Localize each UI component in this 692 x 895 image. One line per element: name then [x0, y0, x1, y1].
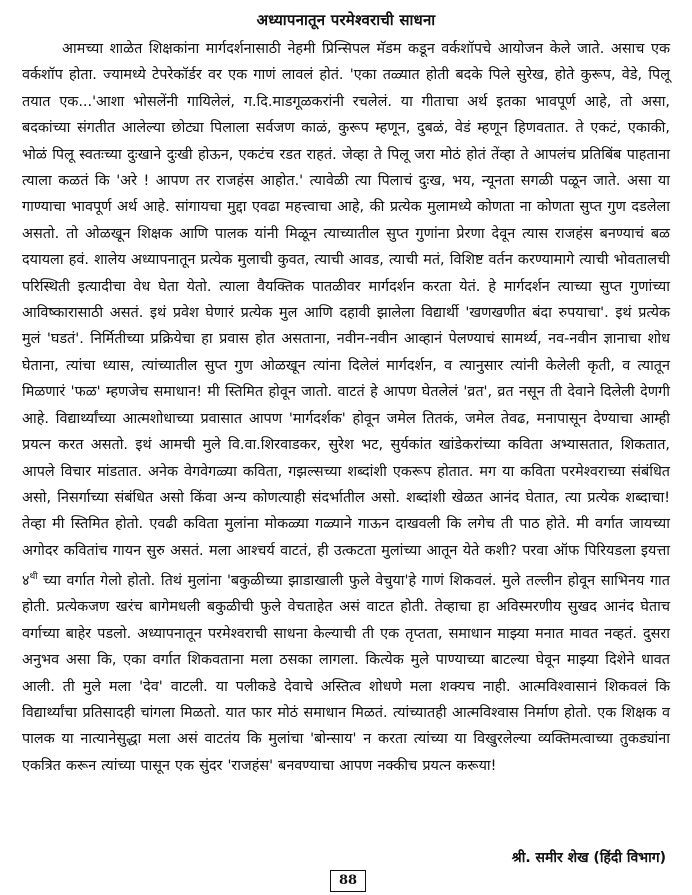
- author-signature: श्री. समीर शेख (हिंदी विभाग): [511, 850, 666, 866]
- grade-ordinal-suffix: थी: [29, 572, 38, 583]
- page-title: अध्यापनातून परमेश्वराची साधना: [256, 11, 436, 29]
- article-body: [22, 36, 670, 779]
- page-number: 88: [330, 870, 366, 892]
- article-text-part-2: च्या वर्गात गेलो होतो. तिथं मुलांना 'बकुळीच्या झाडाखाली फुले वेचुया'हे गाणं शिकवलं. मुले तल्लीन होवून साभिनय गात होती. प्रत्येकजण खरंच बागेमधली बकुळीची फुले वेचताहेत असं वाटत होती. तेव्हाचा हा अविस्मरणीय सुखद आनंद घेताच वर्गाच्या बाहेर पडलो. अध्यापनातून परमेश्वराची साधना केल्याची ती एक तृप्तता, समाधान माझ्या मनात मावत नव्हतं. दुसरा अनुभव असा कि, एका वर्गात शिकवताना मला ठसका लागला. कित्येक मुले पाण्याच्या बाटल्या घेवून माझ्या दिशेने धावत आली. ती मुले मला 'देव' वाटली. या पलीकडे देवाचे अस्तित्व शोधणे मला शक्यच नाही. आत्मविश्वासानं शिकवलं कि विद्यार्थ्यांचा प्रतिसादही चांगला मिळतो. यात फार मोठं समाधान मिळतं. त्यांच्यातही आत्मविश्वास निर्माण होतो. एक शिक्षक व पालक या नात्यानेसुद्धा मला असं वाटतंय कि मुलांचा 'बोन्साय' न करता त्यांच्या या विखुरलेल्या व्यक्तिमत्वाच्या तुकड्यांना एकत्रित करून त्यांच्या पासून एक सुंदर 'राजहंस' बनवण्याचा आपण नक्कीच प्रयत्न करूया!: [22, 572, 670, 774]
- article-text-part-1: आमच्या शाळेत शिक्षकांना मार्गदर्शनासाठी नेहमी प्रिन्सिपल मॅडम कडून वर्कशॉपचे आयोजन केले जाते. असाच एक वर्कशॉप होता. ज्यामध्ये टेपरेकॉर्डर वर एक गाणं लावलं होतं. 'एका तळ्यात होती बदके पिले सुरेख, होते कुरूप, वेडे, पिलू तयात एक...'आशा भोसलेंनी गायिलेलं, ग.दि.माडगूळकरांनी रचलेलं. या गीताचा अर्थ इतका भावपूर्ण आहे, तो असा, बदकांच्या संगतीत आलेल्या छोट्या पिलाला सर्वजण काळं, कुरूप म्हणून, दुबळं, वेडं म्हणून हिणवतात. ते एकटं, एकाकी, भोळं पिलू स्वतःच्या दुःखाने दुःखी होऊन, एकटंच रडत राहतं. जेव्हा ते पिलू जरा मोठं होतं तेंव्हा ते आपलंच प्रतिबिंब पाहताना त्याला कळतं कि 'अरे ! आपण तर राजहंस आहोत.' त्यावेळी त्या पिलाचं दुःख, भय, न्यूनता सगळी पळून जाते. असा या गाण्याचा भावपूर्ण अर्थ आहे. सांगायचा मुद्दा एवढा महत्त्वाचा आहे, की प्रत्येक मुलामध्ये कोणता ना कोणता सुप्त गुण दडलेला असतो. तो ओळखून शिक्षक आणि पालक यांनी मिळून त्याच्यातील सुप्त गुणांना प्रेरणा देवून त्यास राजहंस बनण्याचं बळ दयायला हवं. शालेय अध्यापनातून प्रत्येक मुलाची कुवत, त्याची आवड, त्याची मतं, विशिष्ट वर्तन करण्यामागे त्याची भोवतालची परिस्थिती इत्यादीचा वेध घेता येतो. त्याला वैयक्तिक पातळीवर मार्गदर्शन करता येतं. हे मार्गदर्शन त्याच्या सुप्त गुणांच्या आविष्कारासाठी असतं. इथं प्रवेश घेणारं प्रत्येक मुल आणि दहावी झालेला विद्यार्थी 'खणखणीत बंदा रुपयाचा'. इथं प्रत्येक मुलं 'घडतं'. निर्मितीच्या प्रक्रियेचा हा प्रवास होत असताना, नवीन-नवीन आव्हानं पेलण्याचं सामर्थ्य, नव-नवीन ज्ञानाचा शोध घेताना, त्यांचा ध्यास, त्यांच्यातील सुप्त गुण ओळखून त्यांना दिलेलं मार्गदर्शन, व त्यानुसार त्यांनी केलेली कृती, व त्यातून मिळणारं 'फळ' म्हणजेच समाधान! मी स्तिमित होवून जातो. वाटतं हे आपण घेतलेलं 'व्रत', व्रत नसून ती देवाने दिलेली देणगी आहे. विद्यार्थ्यांच्या आत्मशोधाच्या प्रवासात आपण 'मार्गदर्शक' होवून जमेल तितकं, जमेल तेवढ, मनापासून देण्याचा आम्ही प्रयत्न करत असतो. इथं आमची मुले वि.वा.शिरवाडकर, सुरेश भट, सुर्यकांत खांडेकरांच्या कविता अभ्यासतात, शिकतात, आपले विचार मांडतात. अनेक वेगवेगळ्या कविता, गझल्सच्या शब्दांशी एकरूप होतात. मग या कविता परमेश्वराच्या संबंधित असो, निसर्गाच्या संबंधित असो किंवा अन्य कोणत्याही संदर्भातील असो. शब्दांशी खेळत आनंद घेतात, त्या प्रत्येक शब्दाचा! तेव्हा मी स्तिमित होतो. एवढी कविता मुलांना मोकळ्या गळ्याने गाऊन दाखवली कि लगेच ती पाठ होते. मी वर्गात जायच्या अगोदर कवितांच गायन सुरु असतं. मला आश्चर्य वाटतं, ही उत्कटता मुलांच्या आतून येते कशी? परवा ऑफ पिरियडला इयत्ता ४: [22, 41, 670, 589]
